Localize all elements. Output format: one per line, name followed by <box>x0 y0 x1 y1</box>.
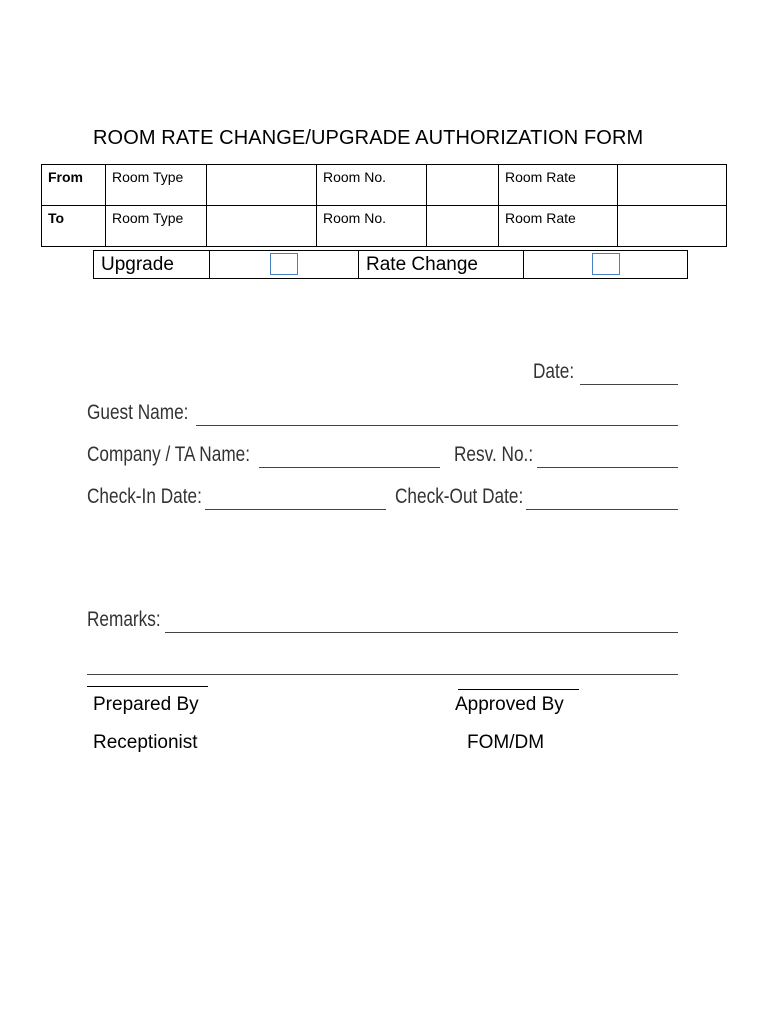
from-room-rate-label: Room Rate <box>499 165 618 206</box>
from-room-type-cell[interactable] <box>207 165 317 206</box>
to-room-type-label: Room Type <box>106 206 207 247</box>
guest-name-label: Guest Name: <box>87 401 189 424</box>
upgrade-cell <box>210 251 359 279</box>
from-room-no-cell[interactable] <box>427 165 499 206</box>
check-out-label: Check-Out Date: <box>395 485 524 508</box>
to-row <box>42 206 727 247</box>
fom-dm-label: FOM/DM <box>467 732 545 753</box>
check-out-line[interactable] <box>526 509 678 510</box>
company-label: Company / TA Name: <box>87 443 251 466</box>
from-room-rate-cell[interactable] <box>618 165 727 206</box>
remarks-label: Remarks: <box>87 608 161 631</box>
to-room-rate-label: Room Rate <box>499 206 618 247</box>
approved-signature-line[interactable] <box>458 689 579 690</box>
upgrade-checkbox[interactable] <box>270 253 298 275</box>
form-title: ROOM RATE CHANGE/UPGRADE AUTHORIZATION FORM <box>93 127 644 149</box>
resv-no-label: Resv. No.: <box>454 443 534 466</box>
approved-by-label: Approved By <box>455 694 564 715</box>
from-room-type-label: Room Type <box>106 165 207 206</box>
receptionist-label: Receptionist <box>93 732 198 753</box>
date-line[interactable] <box>580 384 678 385</box>
from-label: From <box>42 165 106 206</box>
remarks-line[interactable] <box>165 632 678 633</box>
company-line[interactable] <box>259 467 440 468</box>
to-label: To <box>42 206 106 247</box>
option-table <box>93 250 688 279</box>
from-row <box>42 165 727 206</box>
prepared-signature-line[interactable] <box>87 686 208 687</box>
resv-no-line[interactable] <box>537 467 678 468</box>
rate-change-checkbox[interactable] <box>592 253 620 275</box>
upgrade-label: Upgrade <box>94 251 210 279</box>
to-room-rate-cell[interactable] <box>618 206 727 247</box>
remarks-line-2[interactable] <box>87 674 678 675</box>
to-room-no-label: Room No. <box>317 206 427 247</box>
to-room-type-cell[interactable] <box>207 206 317 247</box>
from-room-no-label: Room No. <box>317 165 427 206</box>
prepared-by-label: Prepared By <box>93 694 199 715</box>
rate-change-cell <box>524 251 688 279</box>
to-room-no-cell[interactable] <box>427 206 499 247</box>
rate-change-label: Rate Change <box>359 251 524 279</box>
check-in-label: Check-In Date: <box>87 485 202 508</box>
date-label: Date: <box>533 360 575 383</box>
rate-table <box>41 164 727 247</box>
check-in-line[interactable] <box>205 509 386 510</box>
guest-name-line[interactable] <box>196 425 678 426</box>
